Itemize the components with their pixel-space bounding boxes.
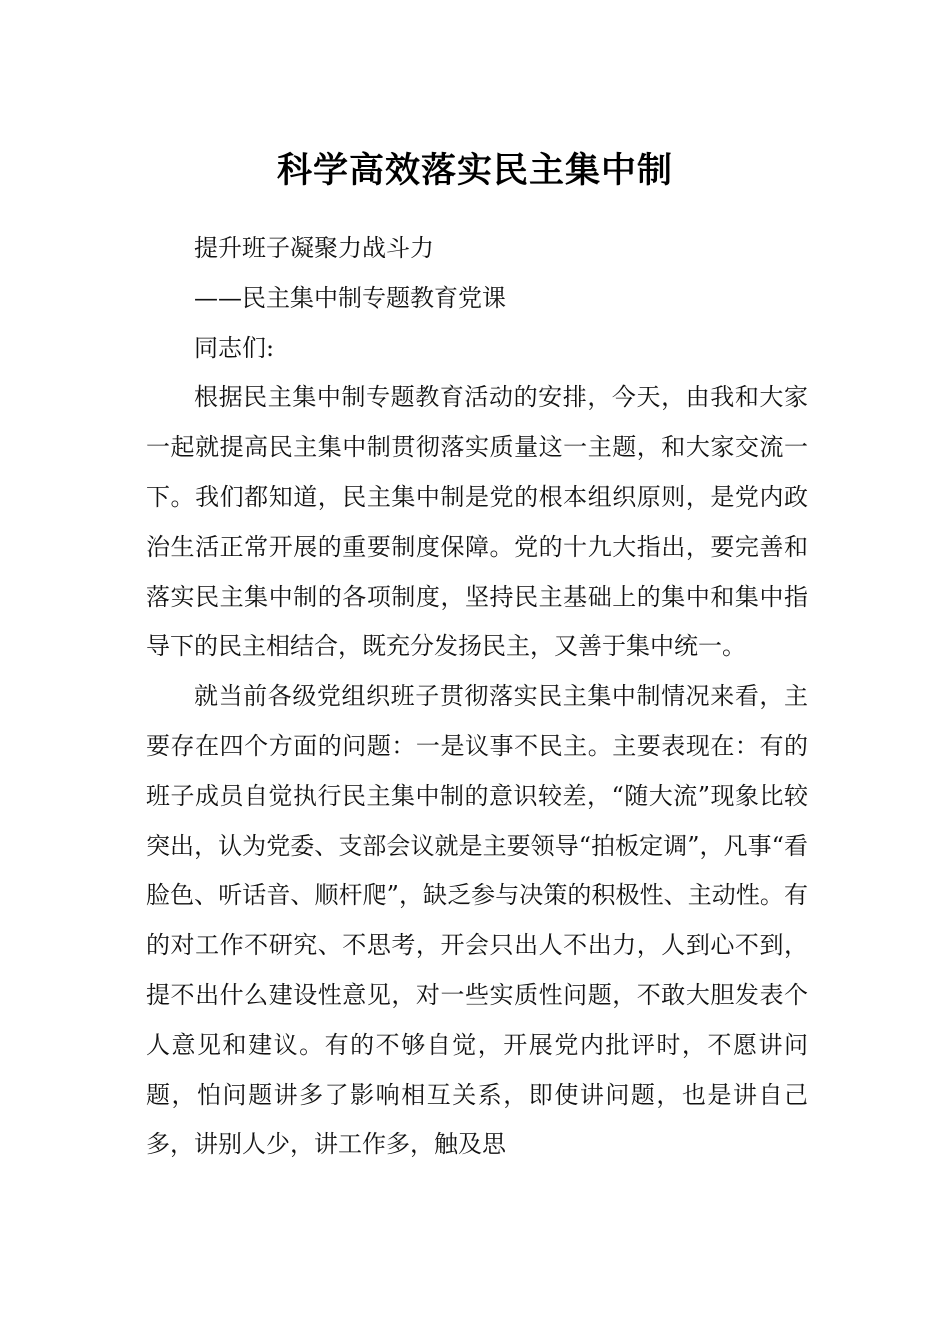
paragraph-problems: 就当前各级党组织班子贯彻落实民主集中制情况来看，主要存在四个方面的问题：一是议事不民主。主要表现在：有的班子成员自觉执行民主集中制的意识较差，“随大流”现象比较突出，认为党委、支部会议就是主要领导“拍板定调”，凡事“看脸色、听话音、顺杆爬”，缺乏参与决策的积极性、主动性。有的对工作不研究、不思考，开会只出人不出力，人到心不到，提不出什么建设性意见，对一些实质性问题，不敢大胆发表个人意见和建议。有的不够自觉，开展党内批评时，不愿讲问题，怕问题讲多了影响相互关系，即使讲问题，也是讲自己多，讲别人少，讲工作多，触及思 [146,682,808,1159]
document-title: 科学高效落实民主集中制 [276,150,673,191]
paragraph-intro: 根据民主集中制专题教育活动的安排，今天，由我和大家一起就提高民主集中制贯彻落实质量这一主题，和大家交流一下。我们都知道，民主集中制是党的根本组织原则，是党内政治生活正常开展的重要制度保障。党的十九大指出，要完善和落实民主集中制的各项制度，坚持民主基础上的集中和集中指导下的民主相结合，既充分发扬民主，又善于集中统一。 [146,383,808,661]
document-subtitle: 提升班子凝聚力战斗力 [194,234,434,262]
document-subheading: ——民主集中制专题教育党课 [194,283,506,312]
document-body [146,224,808,1170]
salutation: 同志们: [194,333,275,362]
